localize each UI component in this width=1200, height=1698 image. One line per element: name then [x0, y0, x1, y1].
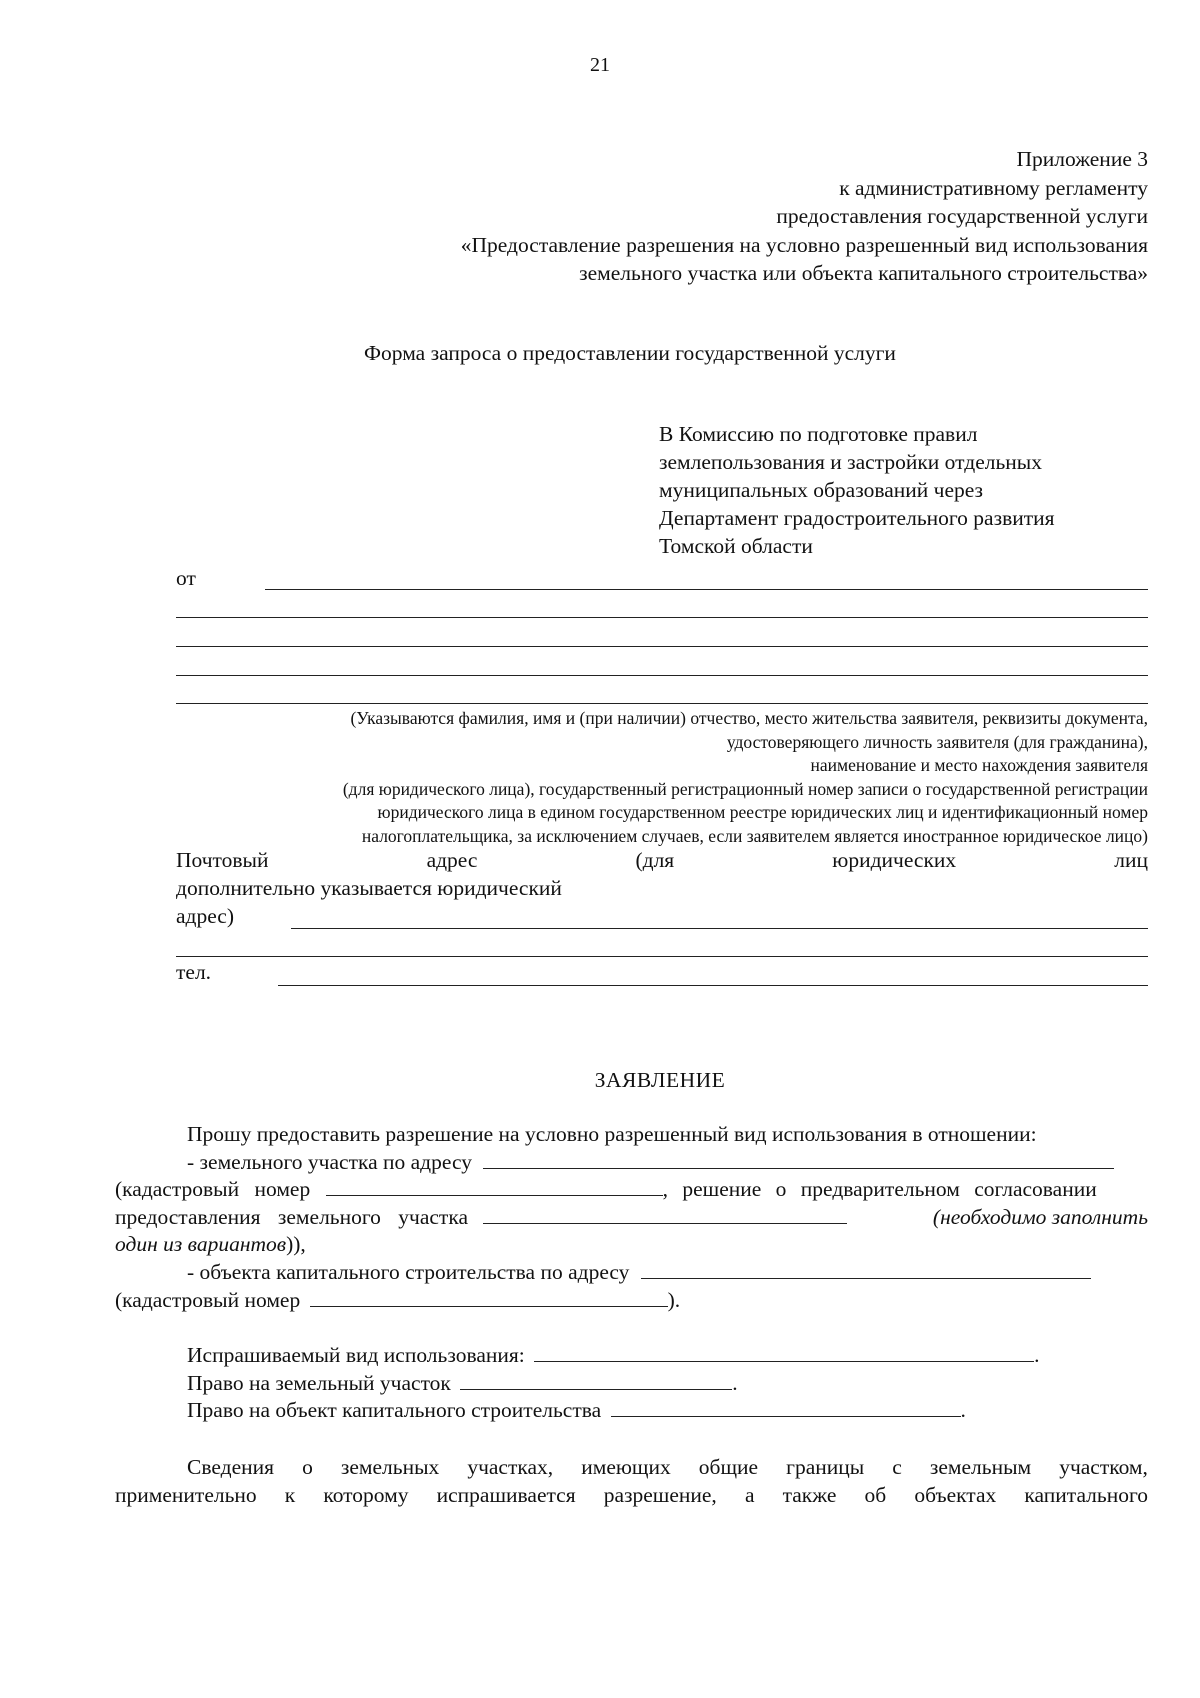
- land-plot-address-label: - земельного участка по адресу: [187, 1150, 472, 1174]
- addressee-line: муниципальных образований через: [659, 478, 984, 502]
- fill-note-part1: (необходимо заполнить: [932, 1205, 1148, 1229]
- land-plot-address-field[interactable]: [483, 1150, 1114, 1169]
- applicant-field-line-4[interactable]: [176, 675, 1148, 676]
- appendix-line: к административному регламенту: [839, 175, 1148, 200]
- instruction-line: (для юридического лица), государственный регистрационный номер записи о государственной регистрации: [342, 778, 1148, 799]
- info-word: общие: [698, 1455, 759, 1479]
- info-paragraph-line-1: [187, 1455, 1148, 1480]
- instruction-line: (Указываются фамилия, имя и (при наличии) отчество, место жительства заявителя, реквизиты документа,: [350, 708, 1148, 728]
- applicant-field-line-1[interactable]: [265, 589, 1148, 590]
- info-word: объектах: [914, 1483, 997, 1507]
- phone-field-line[interactable]: [278, 985, 1148, 986]
- addressee-line: В Комиссию по подготовке правил: [659, 422, 978, 446]
- info-word: применительно: [115, 1483, 257, 1507]
- land-right-label: Право на земельный участок: [187, 1371, 451, 1395]
- land-cadastral-number-field[interactable]: [326, 1177, 663, 1196]
- land-provision-label: предоставления земельного участка: [115, 1205, 468, 1229]
- addressee-line: Томской области: [659, 534, 813, 558]
- postal-word: лиц: [1114, 848, 1148, 872]
- applicant-instructions: [343, 707, 1148, 848]
- land-right-row: [187, 1371, 738, 1396]
- info-word: к: [284, 1483, 296, 1507]
- addressee-block: [659, 420, 1055, 560]
- applicant-field-line-2[interactable]: [176, 617, 1148, 618]
- fill-note-row: [115, 1232, 306, 1257]
- requested-use-label: Испрашиваемый вид использования:: [187, 1343, 525, 1367]
- requested-use-field[interactable]: [534, 1343, 1034, 1362]
- request-line: Прошу предоставить разрешение на условно разрешенный вид использования в отношении:: [187, 1122, 1037, 1146]
- fill-note-part2: один из вариантов: [115, 1232, 287, 1256]
- appendix-line: Приложение 3: [1016, 147, 1148, 171]
- period: .: [732, 1371, 738, 1395]
- info-paragraph-line-2: [115, 1483, 1148, 1508]
- info-word: участком,: [1059, 1455, 1148, 1479]
- info-word: также: [782, 1483, 837, 1507]
- info-word: об: [864, 1483, 887, 1507]
- info-word: участках,: [467, 1455, 554, 1479]
- period: .: [1034, 1343, 1040, 1367]
- object-cadastral-number-field[interactable]: [310, 1288, 668, 1307]
- period: .: [960, 1398, 966, 1422]
- phone-label: тел.: [176, 960, 212, 984]
- info-word: имеющих: [581, 1455, 671, 1479]
- appendix-header: [461, 145, 1148, 288]
- postal-word: (для: [635, 848, 675, 872]
- info-word: разрешение,: [603, 1483, 717, 1507]
- postal-address-field-line-2[interactable]: [176, 956, 1148, 957]
- info-word: о: [302, 1455, 313, 1479]
- instruction-line: юридического лица в едином государственном реестре юридических лиц и идентификационный номер: [377, 802, 1148, 822]
- appendix-line: «Предоставление разрешения на условно разрешенный вид использования: [460, 232, 1148, 257]
- appendix-line: предоставления государственной услуги: [776, 204, 1148, 228]
- page-number: 21: [590, 54, 610, 76]
- requested-use-row: [187, 1343, 1040, 1368]
- object-cadastral-label: (кадастровый номер: [115, 1288, 301, 1312]
- object-cadastral-row: [115, 1288, 680, 1313]
- cadastral-row: [115, 1177, 1148, 1202]
- from-label: от: [176, 566, 196, 590]
- object-right-row: [187, 1398, 966, 1423]
- land-provision-decision-field[interactable]: [483, 1205, 847, 1224]
- postal-address-label-line-1: [176, 848, 1148, 873]
- capital-object-address-row: [187, 1260, 1091, 1285]
- object-cadastral-close: ).: [667, 1288, 681, 1312]
- object-right-label: Право на объект капитального строительства: [187, 1398, 602, 1422]
- addressee-line: землепользования и застройки отдельных: [659, 450, 1042, 474]
- postal-address-field-line-1[interactable]: [291, 928, 1148, 929]
- capital-object-address-label: - объекта капитального строительства по адресу: [187, 1260, 630, 1284]
- instruction-line: удостоверяющего личность заявителя (для гражданина),: [726, 731, 1148, 752]
- statement-heading: ЗАЯВЛЕНИЕ: [594, 1068, 726, 1092]
- instruction-line: налогоплательщика, за исключением случаев, если заявителем является иностранное юридическое лицо): [361, 825, 1148, 846]
- cadastral-label: (кадастровый номер: [115, 1177, 311, 1201]
- info-word: капитального: [1024, 1483, 1148, 1507]
- info-word: с: [892, 1455, 902, 1479]
- postal-address-label-line-2: дополнительно указывается юридический: [176, 876, 562, 900]
- applicant-field-line-3[interactable]: [176, 646, 1148, 647]
- info-word: земельным: [929, 1455, 1032, 1479]
- applicant-field-line-5[interactable]: [176, 703, 1148, 704]
- capital-object-address-field[interactable]: [641, 1260, 1091, 1279]
- info-word: испрашивается: [436, 1483, 576, 1507]
- postal-word: адрес: [426, 848, 478, 872]
- postal-word: Почтовый: [176, 848, 269, 872]
- info-word: а: [744, 1483, 755, 1507]
- info-word: земельных: [340, 1455, 440, 1479]
- land-right-field[interactable]: [460, 1371, 732, 1390]
- info-word: границы: [786, 1455, 865, 1479]
- form-title: Форма запроса о предоставлении государственной услуги: [364, 341, 896, 365]
- appendix-line: земельного участка или объекта капитального строительства»: [579, 261, 1148, 285]
- info-word: которому: [323, 1483, 409, 1507]
- land-plot-address-row: [187, 1150, 1114, 1175]
- info-word: Сведения: [187, 1455, 275, 1479]
- addressee-line: Департамент градостроительного развития: [659, 506, 1055, 530]
- land-provision-row: [115, 1205, 847, 1230]
- object-right-field[interactable]: [611, 1398, 961, 1417]
- postal-address-label-line-3: адрес): [176, 904, 235, 928]
- instruction-line: наименование и место нахождения заявителя: [810, 755, 1148, 775]
- postal-word: юридических: [832, 848, 957, 872]
- preliminary-approval-label: , решение о предварительном согласовании: [662, 1177, 1097, 1201]
- fill-note-close: )),: [286, 1232, 306, 1256]
